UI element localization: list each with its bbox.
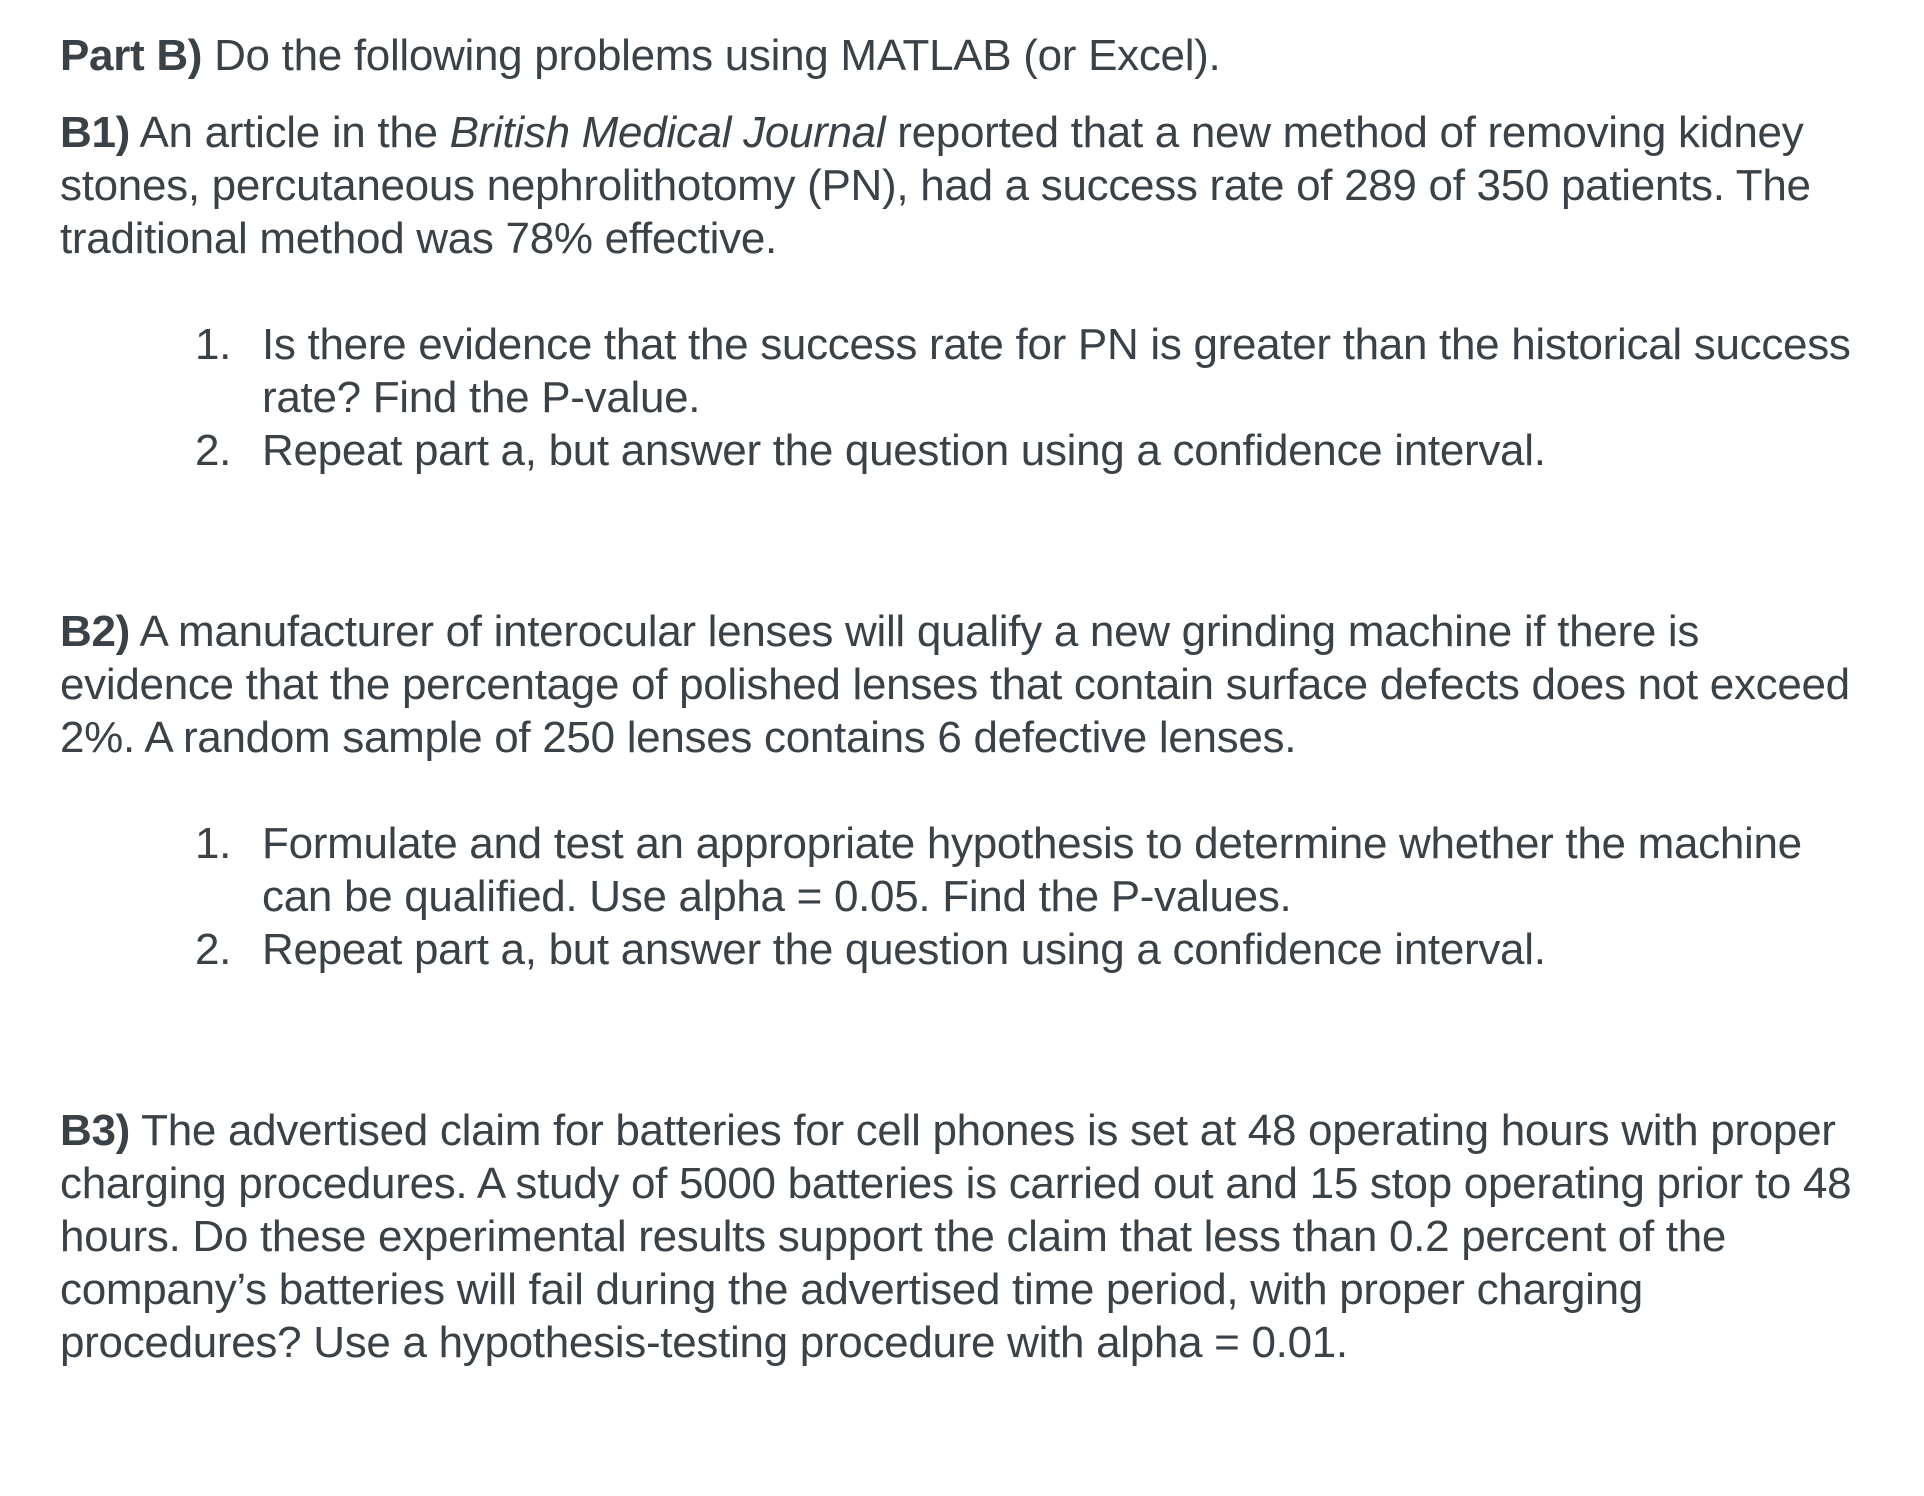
problem-b1-text bbox=[60, 106, 1860, 265]
problem-b3 bbox=[60, 1104, 1860, 1369]
document bbox=[60, 24, 1860, 1369]
part-label: Part B) bbox=[60, 31, 203, 80]
list-item bbox=[60, 923, 1860, 976]
list-item-number: 1. bbox=[195, 320, 232, 369]
list-item-number: 2. bbox=[195, 426, 232, 475]
list-item-text: Is there evidence that the success rate for PN is greater than the historical success rate? Find the P-value. bbox=[262, 320, 1851, 422]
part-heading bbox=[60, 24, 1860, 88]
list-item bbox=[60, 424, 1860, 477]
list-item-text: Formulate and test an appropriate hypothesis to determine whether the machine can be qualified. Use alpha = 0.05. Find the P-values. bbox=[262, 819, 1802, 921]
problem-b1-text-before: An article in the bbox=[130, 108, 450, 157]
list-item-number: 1. bbox=[195, 819, 232, 868]
part-instruction: Do the following problems using MATLAB (or Excel). bbox=[202, 31, 1221, 80]
list-item bbox=[60, 817, 1860, 923]
problem-b1-subquestions bbox=[60, 318, 1860, 477]
problem-b1-text-after: reported that a new method of removing kidney stones, percutaneous nephrolithotomy (PN), had a success rate of 289 of 350 patients. The traditional method was 78% effective. bbox=[60, 108, 1811, 263]
problem-b1-label: B1) bbox=[60, 108, 130, 157]
list-item-number: 2. bbox=[195, 925, 232, 974]
journal-name: British Medical Journal bbox=[449, 108, 886, 157]
list-item-text: Repeat part a, but answer the question using a confidence interval. bbox=[262, 426, 1546, 475]
problem-b3-text bbox=[60, 1104, 1860, 1369]
problem-b1 bbox=[60, 106, 1860, 477]
list-item-text: Repeat part a, but answer the question using a confidence interval. bbox=[262, 925, 1546, 974]
problem-b3-body: The advertised claim for batteries for cell phones is set at 48 operating hours with proper charging procedures. A study of 5000 batteries is carried out and 15 stop operating prior to 48 hours. Do these experimental results support the claim that less than 0.2 percent of the company’s batteries will fail during the advertised time period, with proper charging procedures? Use a hypothesis-testing procedure with alpha = 0.01. bbox=[60, 1106, 1852, 1367]
problem-b2-subquestions bbox=[60, 817, 1860, 976]
problem-b2 bbox=[60, 605, 1860, 976]
problem-b2-text bbox=[60, 605, 1860, 764]
problem-b2-label: B2) bbox=[60, 607, 130, 656]
problem-b2-body: A manufacturer of interocular lenses will qualify a new grinding machine if there is evidence that the percentage of polished lenses that contain surface defects does not exceed 2%. A random sample of 250 lenses contains 6 defective lenses. bbox=[60, 607, 1850, 762]
problem-b3-label: B3) bbox=[60, 1106, 130, 1155]
list-item bbox=[60, 318, 1860, 424]
